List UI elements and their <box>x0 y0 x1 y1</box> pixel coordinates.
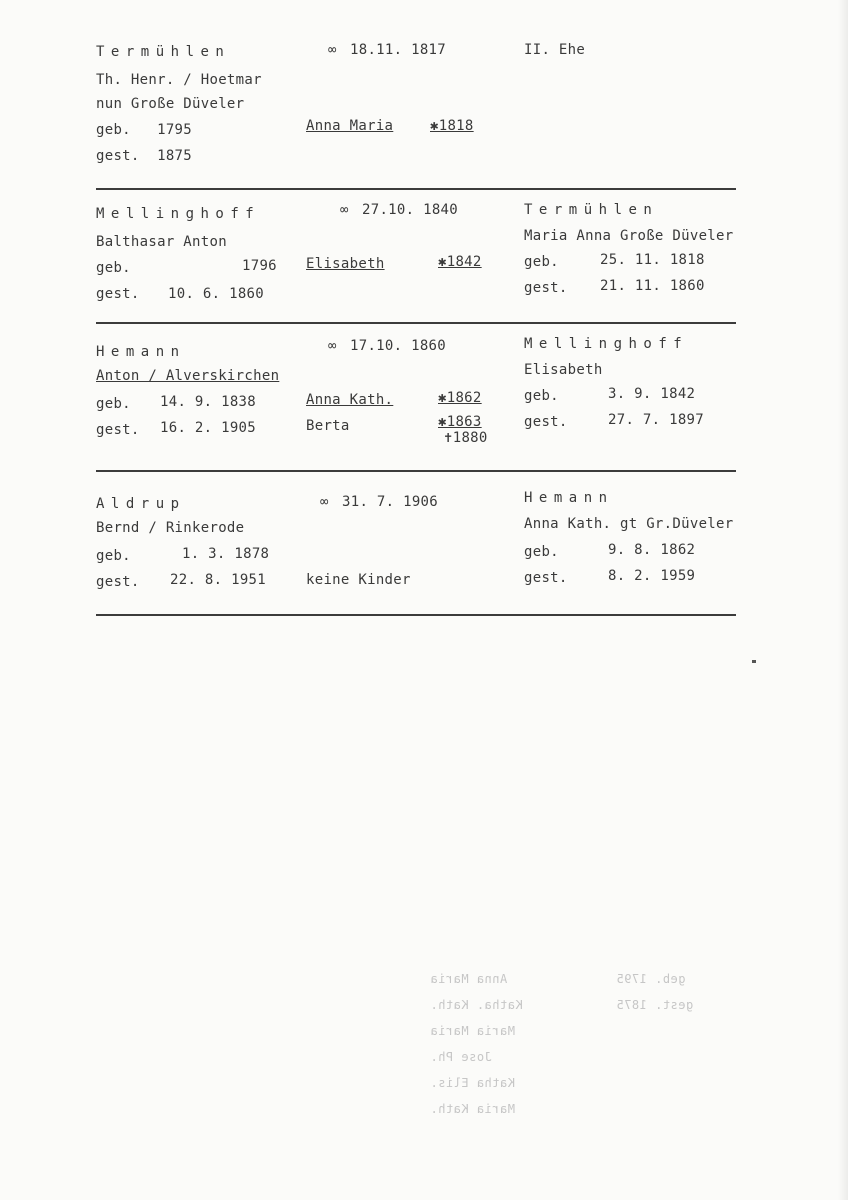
child-2-birth: ✱1863 <box>438 414 482 430</box>
first-name-right: Elisabeth <box>524 362 603 378</box>
first-name: Th. Henr. / Hoetmar <box>96 72 262 88</box>
ink-speck <box>752 660 756 663</box>
divider <box>96 470 736 472</box>
death-value-left: 22. 8. 1951 <box>170 572 267 588</box>
marriage-date: 31. 7. 1906 <box>342 494 439 510</box>
marriage-note: II. Ehe <box>524 42 586 58</box>
surname-left: Hemann <box>96 344 186 360</box>
marriage-symbol: ∞ <box>320 494 329 510</box>
birth-value-right: 3. 9. 1842 <box>608 386 696 402</box>
first-name-right: Anna Kath. gt Gr.Düveler <box>524 516 734 532</box>
birth-label-left: geb. <box>96 260 131 276</box>
death-value-right: 21. 11. 1860 <box>600 278 705 294</box>
ghost-line: Anna Maria <box>430 972 508 986</box>
remark-no-children: keine Kinder <box>306 572 411 588</box>
surname-right: Termühlen <box>524 202 659 218</box>
spouse-name: Anna Maria <box>306 118 394 134</box>
birth-value-left: 1796 <box>242 258 277 274</box>
death-label-right: gest. <box>524 570 568 586</box>
marriage-symbol: ∞ <box>328 42 337 58</box>
death-label-right: gest. <box>524 280 568 296</box>
child-1-birth: ✱1862 <box>438 390 482 406</box>
divider <box>96 614 736 616</box>
ghost-line: Maria Maria <box>430 1024 515 1038</box>
death-label-left: gest. <box>96 574 140 590</box>
death-value-left: 16. 2. 1905 <box>160 420 257 436</box>
first-name-right: Maria Anna Große Düveler <box>524 228 734 244</box>
death-label-left: gest. <box>96 422 140 438</box>
ghost-line: Jose Ph. <box>430 1050 492 1064</box>
marriage-symbol: ∞ <box>328 338 337 354</box>
birth-label-right: geb. <box>524 254 559 270</box>
death-label-left: gest. <box>96 286 140 302</box>
death-line: gest. 1875 <box>96 148 193 164</box>
spouse-birth: ✱1818 <box>430 118 474 134</box>
birth-label-left: geb. <box>96 396 131 412</box>
death-value-right: 8. 2. 1959 <box>608 568 696 584</box>
marriage-symbol: ∞ <box>340 202 349 218</box>
child-1-name: Anna Kath. <box>306 392 394 408</box>
divider <box>96 188 736 190</box>
surname-left: Mellinghoff <box>96 206 261 222</box>
death-label-right: gest. <box>524 414 568 430</box>
child-2-name: Berta <box>306 418 350 434</box>
birth-label-left: geb. <box>96 548 131 564</box>
birth-line: geb. 1795 <box>96 122 193 138</box>
marriage-date: 18.11. 1817 <box>350 42 447 58</box>
marriage-date: 17.10. 1860 <box>350 338 447 354</box>
first-name-left: Balthasar Anton <box>96 234 227 250</box>
surname-left: Aldrup <box>96 496 186 512</box>
birth-label-right: geb. <box>524 388 559 404</box>
child-name: Elisabeth <box>306 256 385 272</box>
child-2-death: ✝1880 <box>444 430 488 446</box>
death-value-left: 10. 6. 1860 <box>168 286 265 302</box>
ghost-line: Maria Kath. <box>430 1102 515 1116</box>
first-name-left: Bernd / Rinkerode <box>96 520 245 536</box>
ghost-line: Katha Elis. <box>430 1076 515 1090</box>
death-value-right: 27. 7. 1897 <box>608 412 705 428</box>
ghost-line: gest. 1875 <box>616 998 694 1012</box>
birth-value-left: 1. 3. 1878 <box>182 546 270 562</box>
page-edge-shadow <box>838 0 848 1200</box>
surname-termuehlen-1: Termühlen <box>96 44 231 60</box>
surname-right: Mellinghoff <box>524 336 689 352</box>
surname-right: Hemann <box>524 490 614 506</box>
first-name-left: Anton / Alverskirchen <box>96 368 280 384</box>
birth-value-right: 25. 11. 1818 <box>600 252 705 268</box>
ghost-line: Katha. Kath. <box>430 998 523 1012</box>
divider <box>96 322 736 324</box>
birth-value-left: 14. 9. 1838 <box>160 394 257 410</box>
child-birth: ✱1842 <box>438 254 482 270</box>
marriage-date: 27.10. 1840 <box>362 202 459 218</box>
ghost-line: geb. 1795 <box>616 972 686 986</box>
birth-label-right: geb. <box>524 544 559 560</box>
residence-line: nun Große Düveler <box>96 96 245 112</box>
birth-value-right: 9. 8. 1862 <box>608 542 696 558</box>
